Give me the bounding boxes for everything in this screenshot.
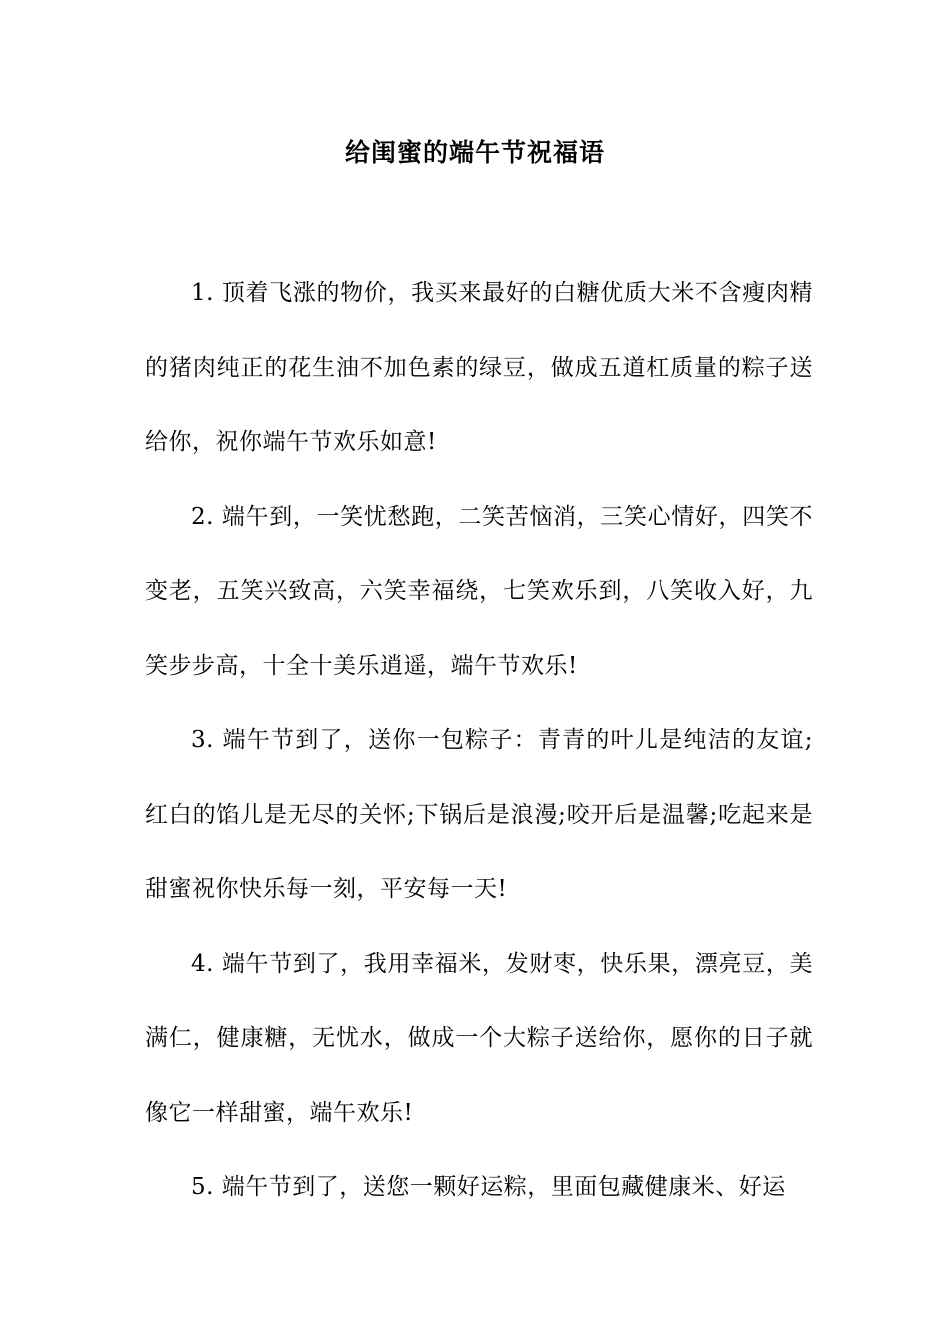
document-body <box>145 256 813 1225</box>
paragraph-4: 4. 端午节到了，我用幸福米，发财枣，快乐果，漂亮豆，美满仁，健康糖，无忧水，做成一个大粽子送给你，愿你的日子就像它一样甜蜜，端午欢乐! <box>145 950 813 1126</box>
paragraph-3: 3. 端午节到了，送你一包粽子：青青的叶儿是纯洁的友谊;红白的馅儿是无尽的关怀;下锅后是浪漫;咬开后是温馨;吃起来是甜蜜祝你快乐每一刻，平安每一天! <box>145 727 813 902</box>
paragraph-2: 2. 端午到，一笑忧愁跑，二笑苦恼消，三笑心情好，四笑不变老，五笑兴致高，六笑幸福绕，七笑欢乐到，八笑收入好，九笑步步高，十全十美乐逍遥，端午节欢乐! <box>145 503 813 679</box>
document-title: 给闺蜜的端午节祝福语 <box>344 138 605 167</box>
paragraph-5: 5. 端午节到了，送您一颗好运粽，里面包藏健康米、好运 <box>191 1174 786 1200</box>
paragraph-1: 1. 顶着飞涨的物价，我买来最好的白糖优质大米不含瘦肉精的猪肉纯正的花生油不加色素的绿豆，做成五道杠质量的粽子送给你，祝你端午节欢乐如意! <box>145 280 813 455</box>
